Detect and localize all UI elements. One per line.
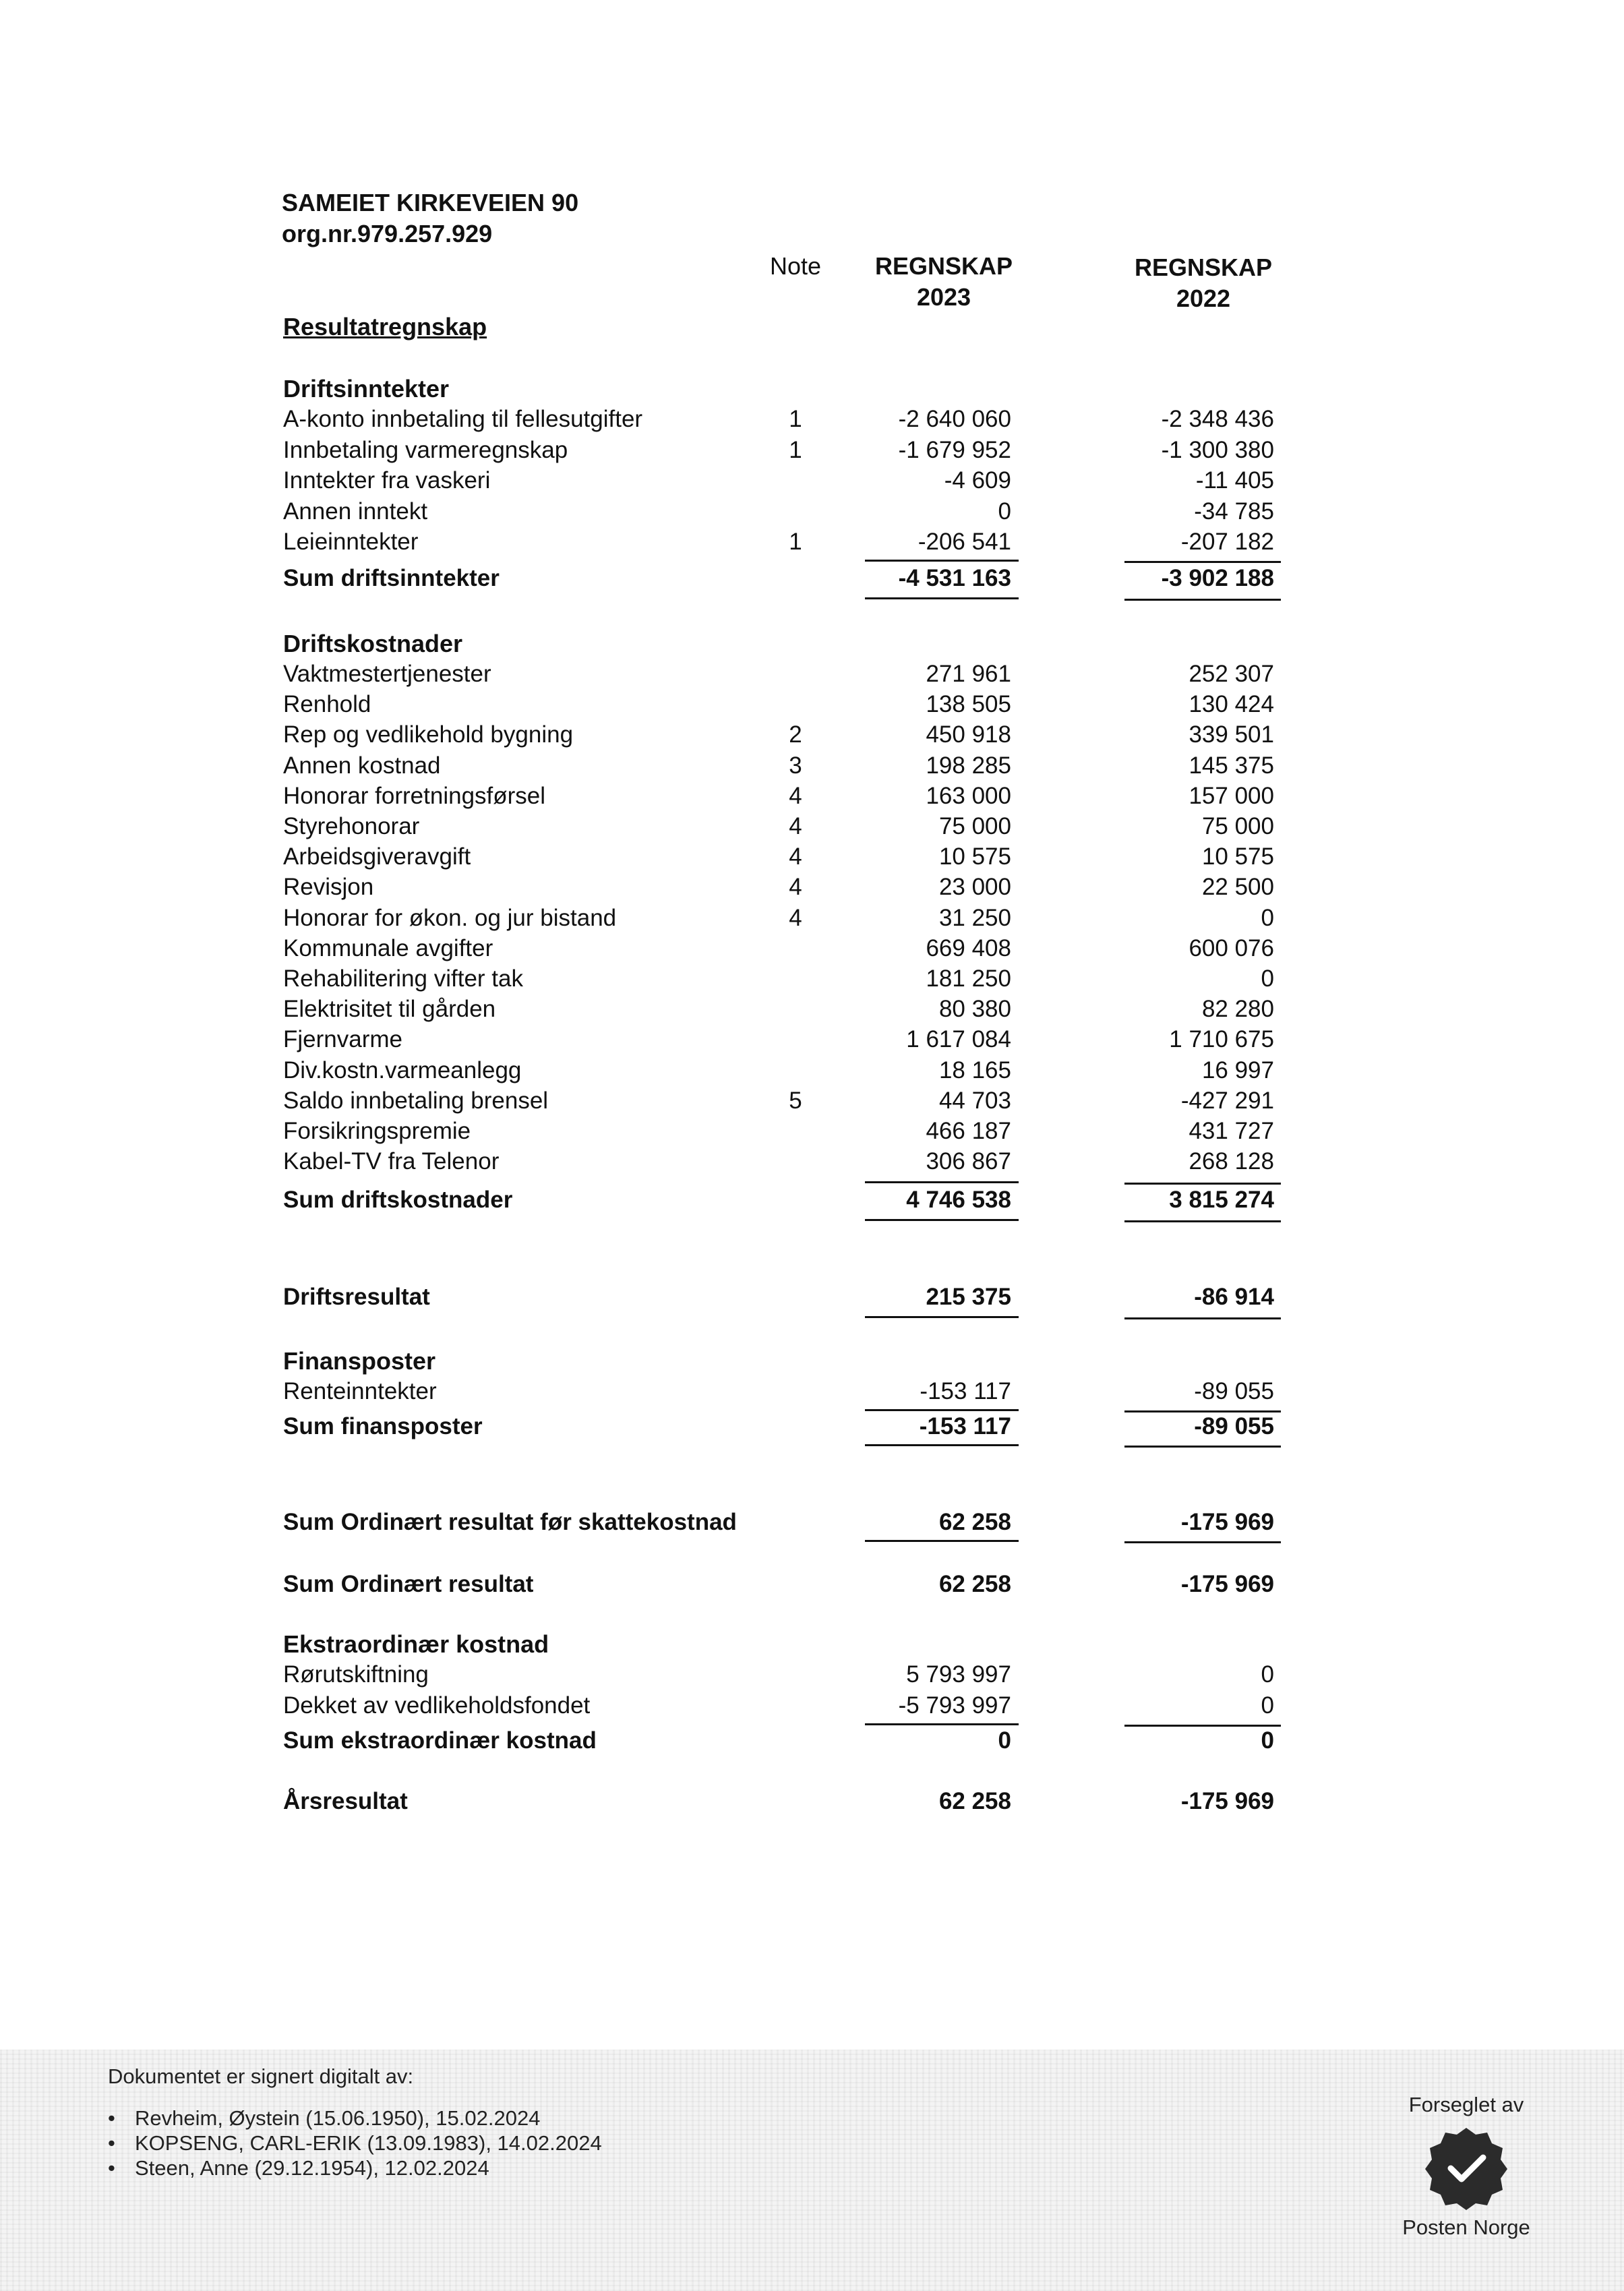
checkmark-seal-icon: [1422, 2124, 1510, 2211]
table-row: [0, 1026, 1624, 1057]
row-label: Driftsresultat: [283, 1284, 430, 1310]
row-label: Sum driftskostnader: [283, 1187, 513, 1213]
value-2022: -175 969: [1180, 1571, 1274, 1597]
value-2023: 181 250: [926, 965, 1011, 992]
group-heading-finansposter: Finansposter: [283, 1347, 436, 1375]
subtotal-rule-2022: [1124, 1725, 1281, 1727]
value-2022: -89 055: [1194, 1378, 1274, 1404]
subtotal-rule-2022: [1124, 561, 1281, 563]
row-label: Honorar for økon. og jur bistand: [283, 904, 617, 931]
value-2022: -34 785: [1194, 498, 1274, 525]
sum-resultat-for-skatt-row: [0, 1509, 1624, 1540]
value-2023: 0: [998, 498, 1011, 525]
table-row: [0, 1057, 1624, 1088]
signer-text: Steen, Anne (29.12.1954), 12.02.2024: [135, 2156, 489, 2180]
row-label: Kommunale avgifter: [283, 934, 493, 961]
value-2023: -1 679 952: [898, 436, 1011, 463]
value-2023: -206 541: [918, 529, 1011, 555]
table-row: [0, 783, 1624, 814]
arsresultat-row: [0, 1788, 1624, 1819]
signer-line: [108, 2106, 540, 2131]
sum-driftsinntekter-row: [0, 565, 1624, 596]
total-rule-2022: [1124, 1446, 1281, 1448]
table-row: [0, 721, 1624, 752]
subtotal-rule-2022: [1124, 1183, 1281, 1185]
value-2022: 0: [1261, 1661, 1274, 1688]
total-rule-2023: [865, 1219, 1019, 1221]
row-label: Innbetaling varmeregnskap: [283, 436, 568, 463]
table-row: [0, 843, 1624, 874]
table-row: [0, 467, 1624, 498]
value-2022: 145 375: [1189, 752, 1274, 779]
table-row: [0, 406, 1624, 437]
value-2022: -2 348 436: [1161, 406, 1274, 432]
value-2022: 0: [1261, 965, 1274, 992]
total-rule-2022: [1124, 1317, 1281, 1319]
row-label: Dekket av vedlikeholdsfondet: [283, 1692, 591, 1719]
table-row: [0, 529, 1624, 560]
sum-driftskostnader-row: [0, 1187, 1624, 1218]
value-2023: 18 165: [938, 1057, 1011, 1083]
note-ref: 1: [789, 406, 802, 432]
row-label: A-konto innbetaling til fellesutgifter: [283, 406, 643, 432]
value-2023: 80 380: [938, 996, 1011, 1023]
table-row: [0, 1692, 1624, 1723]
value-2022: -1 300 380: [1161, 436, 1274, 463]
value-2023: -4 609: [944, 467, 1011, 494]
table-row: [0, 874, 1624, 905]
company-name: SAMEIET KIRKEVEIEN 90: [282, 189, 579, 216]
value-2022: 130 424: [1189, 691, 1274, 718]
table-row: [0, 498, 1624, 529]
row-label: Honorar forretningsførsel: [283, 782, 546, 809]
value-2022: 75 000: [1201, 813, 1274, 839]
value-2023: 138 505: [926, 691, 1011, 718]
group-heading-driftskostnader: Driftskostnader: [283, 630, 463, 657]
value-2023: 31 250: [938, 904, 1011, 931]
total-rule-2023: [865, 1316, 1019, 1318]
value-2022: -427 291: [1180, 1087, 1274, 1114]
value-2023: 0: [998, 1727, 1011, 1754]
signer-text: KOPSENG, CARL-ERIK (13.09.1983), 14.02.2024: [135, 2131, 602, 2155]
signer-text: Revheim, Øystein (15.06.1950), 15.02.2024: [135, 2106, 541, 2130]
total-rule-2022: [1124, 1541, 1281, 1543]
value-2022: -207 182: [1180, 529, 1274, 555]
group-heading-ekstraordinaer: Ekstraordinær kostnad: [283, 1630, 549, 1658]
value-2022: 431 727: [1189, 1118, 1274, 1144]
value-2022: 600 076: [1189, 934, 1274, 961]
note-ref: 5: [789, 1087, 802, 1114]
value-2022: 0: [1261, 904, 1274, 931]
row-label: Kabel-TV fra Telenor: [283, 1148, 500, 1175]
value-2023: -5 793 997: [898, 1692, 1011, 1719]
signer-line: [108, 2131, 602, 2155]
value-2023: 44 703: [938, 1087, 1011, 1114]
note-ref: 4: [789, 782, 802, 809]
note-ref: 1: [789, 529, 802, 555]
value-2022: 157 000: [1189, 782, 1274, 809]
row-label: Revisjon: [283, 874, 374, 901]
value-2023: 62 258: [938, 1509, 1011, 1535]
value-2022: -11 405: [1195, 467, 1274, 494]
value-2022: -175 969: [1180, 1788, 1274, 1814]
value-2022: 16 997: [1201, 1057, 1274, 1083]
value-2023: 75 000: [938, 813, 1011, 839]
table-row: [0, 965, 1624, 996]
value-2023: 5 793 997: [906, 1661, 1011, 1688]
value-2023: -2 640 060: [898, 406, 1011, 432]
value-2022: 252 307: [1189, 661, 1274, 687]
signature-title: Dokumentet er signert digitalt av:: [108, 2064, 414, 2088]
col-2022-label: REGNSKAP: [1134, 254, 1273, 281]
value-2023: 198 285: [926, 752, 1011, 779]
value-2023: 62 258: [938, 1788, 1011, 1814]
row-label: Saldo innbetaling brensel: [283, 1087, 549, 1114]
bullet-icon: •: [108, 2131, 115, 2155]
value-2022: -86 914: [1194, 1284, 1274, 1310]
bullet-icon: •: [108, 2156, 115, 2180]
value-2022: -3 902 188: [1161, 565, 1274, 591]
col-2023-year: 2023: [916, 283, 971, 311]
group-heading-driftsinntekter: Driftsinntekter: [283, 375, 450, 403]
value-2023: 23 000: [938, 874, 1011, 901]
table-row: [0, 1661, 1624, 1692]
row-label: Arbeidsgiveravgift: [283, 843, 471, 870]
value-2022: 22 500: [1201, 874, 1274, 901]
row-label: Rehabilitering vifter tak: [283, 965, 523, 992]
subtotal-rule-2023: [865, 1409, 1019, 1411]
org-number: org.nr.979.257.929: [282, 220, 493, 247]
subtotal-rule-2023: [865, 1723, 1019, 1725]
note-ref: 4: [789, 874, 802, 901]
table-row: [0, 905, 1624, 936]
value-2022: -175 969: [1180, 1509, 1274, 1535]
value-2022: 268 128: [1189, 1148, 1274, 1175]
row-label: Annen kostnad: [283, 752, 441, 779]
row-label: Div.kostn.varmeanlegg: [283, 1057, 522, 1083]
seal-caption-bottom: Posten Norge: [1402, 2215, 1530, 2239]
col-2022-year: 2022: [1176, 285, 1231, 312]
row-label: Elektrisitet til gården: [283, 996, 496, 1023]
value-2023: 10 575: [938, 843, 1011, 870]
value-2023: 4 746 538: [906, 1187, 1011, 1213]
value-2022: 10 575: [1201, 843, 1274, 870]
value-2022: 3 815 274: [1169, 1187, 1274, 1213]
value-2022: 82 280: [1201, 996, 1274, 1023]
table-row: [0, 1378, 1624, 1409]
subtotal-rule-2022: [1124, 1410, 1281, 1412]
value-2023: 1 617 084: [906, 1026, 1011, 1053]
col-2023-label: REGNSKAP: [874, 252, 1013, 280]
subtotal-rule-2023: [865, 560, 1019, 562]
sum-finansposter-row: [0, 1413, 1624, 1444]
value-2023: 306 867: [926, 1148, 1011, 1175]
row-label: Forsikringspremie: [283, 1118, 471, 1144]
row-label: Rep og vedlikehold bygning: [283, 721, 574, 748]
row-label: Årsresultat: [283, 1788, 408, 1814]
value-2023: -4 531 163: [898, 565, 1011, 591]
row-label: Fjernvarme: [283, 1026, 402, 1053]
note-ref: 4: [789, 843, 802, 870]
value-2023: -153 117: [919, 1413, 1011, 1439]
total-rule-2022: [1124, 1220, 1281, 1222]
value-2023: 450 918: [926, 721, 1011, 748]
table-row: [0, 752, 1624, 783]
signer-line: [108, 2156, 489, 2180]
seal-caption-top: Forseglet av: [1408, 2093, 1524, 2116]
value-2022: 0: [1261, 1692, 1274, 1719]
note-ref: 2: [789, 721, 802, 748]
table-row: [0, 935, 1624, 966]
table-row: [0, 661, 1624, 692]
value-2022: -89 055: [1194, 1413, 1274, 1439]
value-2023: 215 375: [926, 1284, 1011, 1310]
row-label: Sum Ordinært resultat: [283, 1571, 534, 1597]
driftsresultat-row: [0, 1284, 1624, 1315]
value-2023: 62 258: [938, 1571, 1011, 1597]
row-label: Sum ekstraordinær kostnad: [283, 1727, 597, 1754]
table-row: [0, 437, 1624, 468]
total-rule-2023: [865, 597, 1019, 599]
table-row: [0, 996, 1624, 1027]
value-2022: 339 501: [1189, 721, 1274, 748]
note-column-header: Note: [769, 252, 822, 280]
note-ref: 1: [789, 436, 802, 463]
table-row: [0, 813, 1624, 844]
table-row: [0, 691, 1624, 722]
row-label: Vaktmestertjenester: [283, 661, 491, 687]
row-label: Renteinntekter: [283, 1378, 437, 1404]
subtotal-rule-2023: [865, 1181, 1019, 1183]
row-label: Leieinntekter: [283, 529, 419, 555]
note-ref: 4: [789, 813, 802, 839]
row-label: Inntekter fra vaskeri: [283, 467, 491, 494]
section-title: Resultatregnskap: [283, 313, 487, 340]
value-2023: 669 408: [926, 934, 1011, 961]
value-2022: 1 710 675: [1169, 1026, 1274, 1053]
table-row: [0, 1088, 1624, 1119]
table-row: [0, 1118, 1624, 1149]
note-ref: 3: [789, 752, 802, 779]
row-label: Sum Ordinært resultat før skattekostnad: [283, 1509, 737, 1535]
total-rule-2022: [1124, 599, 1281, 601]
total-rule-2023: [865, 1540, 1019, 1542]
row-label: Sum finansposter: [283, 1413, 483, 1439]
bullet-icon: •: [108, 2106, 115, 2130]
row-label: Renhold: [283, 691, 371, 718]
sum-ekstraordinaer-row: [0, 1727, 1624, 1758]
value-2023: 466 187: [926, 1118, 1011, 1144]
value-2023: 163 000: [926, 782, 1011, 809]
value-2023: -153 117: [920, 1378, 1011, 1404]
sum-ordinaert-resultat-row: [0, 1571, 1624, 1602]
total-rule-2023: [865, 1444, 1019, 1446]
table-row: [0, 1148, 1624, 1179]
row-label: Sum driftsinntekter: [283, 565, 500, 591]
note-ref: 4: [789, 904, 802, 931]
row-label: Rørutskiftning: [283, 1661, 429, 1688]
value-2022: 0: [1261, 1727, 1274, 1754]
value-2023: 271 961: [926, 661, 1011, 687]
row-label: Annen inntekt: [283, 498, 428, 525]
row-label: Styrehonorar: [283, 813, 420, 839]
